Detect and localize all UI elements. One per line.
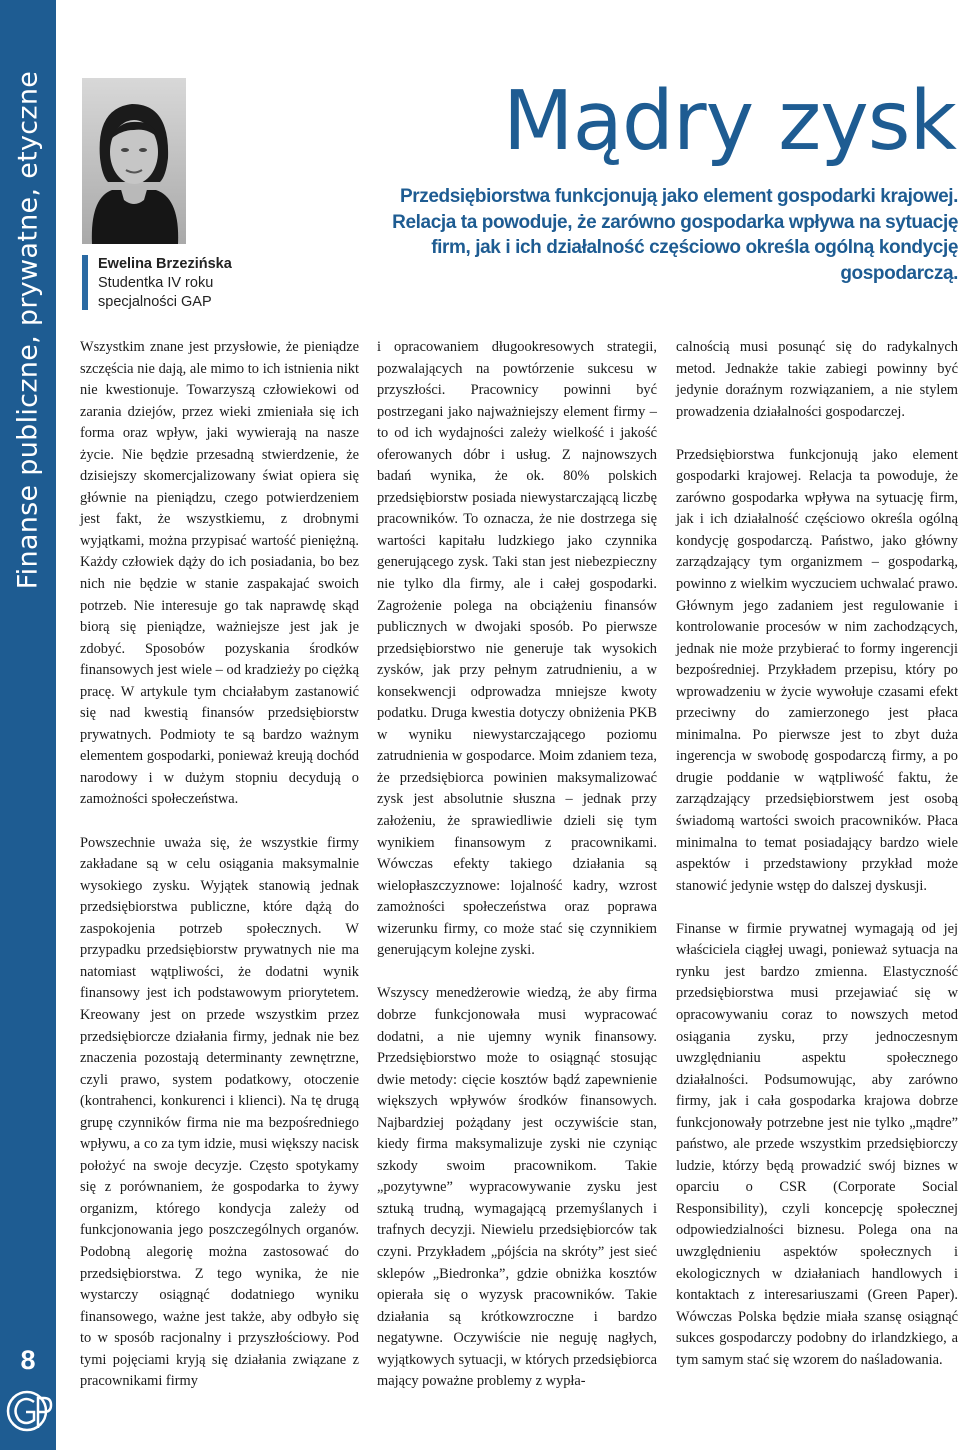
author-info — [98, 255, 232, 312]
paragraph: i opracowaniem długookresowych strategii, pozwalających na powtórzenie sukcesu w przyszłości. Pracownicy powinni być postrzegani jako najważniejszy element firmy – to od ich wydajności zależy wielkość i jakość oferowanych dóbr i usług. Z najnowszych badań wynika, że ok. 80% polskich przedsiębiorstw posiada niewystarczającą liczbę pracowników. To oznacza, że nie dostrzega się wartości kapitału ludzkiego jako czynnika generującego zysk. Taki stan jest niebezpieczny nie tylko dla firmy, ale i całej gospodarki. Zagrożenie polega na obciążeniu finansów publicznych w dwojaki sposób. Po pierwsze przedsiębiorstwo nie generuje tak wysokich zysków, jak przy pełnym zatrudnieniu, a w konsekwencji odprowadza mniejsze kwoty podatku. Druga kwestia dotyczy obniżenia PKB w wyniku niewystarczającego poziomu zatrudnienia w gospodarce. Moim zdaniem teza, że przedsiębiorca powinien maksymalizować zysk jest absolutnie słuszna – jednak przy założeniu, że sprawiedliwie dzieli się tym wynikiem finansowym z pracownikami. Wówczas efekty takiego działania są wielopłaszczyznowe: lojalność kadry, wzrost zamożności społeczeństwa oraz poprawa wizerunku firmy, co może stać się czynnikiem generującym kolejne zyski. — [377, 339, 657, 959]
sidebar — [0, 0, 56, 1450]
gap-logo-icon — [4, 1388, 54, 1434]
author-name: Ewelina Brzezińska — [98, 256, 232, 272]
article-lead: Przedsiębiorstwa funkcjonują jako element gospodarki krajowej. Relacja ta powoduje, że zarówno gospodarka wpływa na sytuację firm, jak i ich działalność częściowo określa ogólną kondycję gospodarczą. — [392, 186, 958, 284]
paragraph: calnością musi posunąć się do radykalnych metod. Jednakże takie zabiegi powinny być jedynie doraźnym rozwiązaniem, a nie stylem prowadzenia działalności gospodarczej. — [676, 339, 958, 420]
author-role: Studentka IV roku — [98, 275, 214, 291]
author-photo — [82, 78, 186, 244]
text-column-1 — [80, 337, 359, 1393]
paragraph: Powszechnie uważa się, że wszystkie firmy zakładane są w celu osiągania maksymalnie wysokiego zysku. Wyjątek stanowią jednak przedsiębiorstwa publiczne, które dążą do zaspokojenia potrzeb społecznych. W przypadku przedsiębiorstw prywatnych nie ma natomiast wątpliwości, że dodatni wynik finansowy jest ich podstawowym priorytetem. Kreowany jest on przede wszystkim przez przedsiębiorcze działania firmy, jednak nie bez znaczenia pozostają determinanty zewnętrzne, czyli prawo, system podatkowy, otoczenie (kontrahenci, konkurenci i klienci). Na tę drugą grupę czynników firma nie ma bezpośredniego wpływu, a co za tym idzie, musi większy nacisk położyć na swoje decyzje. Często spotykamy się z porównaniem, że gospodarka to żywy organizm, którego kondycja zależy od funkcjonowania jego poszczególnych organów. Podobną alegorię można zastosować do przedsiębiorstwa. Z tego wynika, że nie wystarczy osiągnąć dodatniego wyniku finansowego, ważne jest także, aby odbyło się to w sposób racjonalny i przyszłościowy. Pod tymi pojęciami kryją się działania związane z pracownikami firmy — [80, 834, 359, 1390]
author-accent-bar — [82, 255, 88, 310]
paragraph: Wszystkim znane jest przysłowie, że pieniądze szczęścia nie dają, ale mimo to ich istnienia nikt nie kwestionuje. Towarzyszą człowiekowi od zarania dziejów, przez wieki zmieniała się ich forma oraz wpływ, jaki wywierają na nasze życie. Nie będzie przesadną stwierdzenie, że dzisiejszy skomercjalizowany świat opiera się głównie na pieniądzu, czego potwierdzeniem jest fakt, że wszystkiemu, z drobnymi wyjątkami, można przypisać wartość pieniężną. Każdy człowiek dąży do ich posiadania, bo bez nich nie będzie w stanie zaspakajać swoich potrzeb. Nie interesuje go tak naprawdę skąd biorą się pieniądze, ważniejsze jest jak je zdobyć. Sposobów pozyskania środków finansowych jest wiele – od kradzieży po ciężką pracę. W artykule tym chciałabym zastanowić się nad kwestią finansów przedsiębiorstw prywatnych. Podmioty te są bardzo ważnym elementem gospodarki, ponieważ kreują dochód narodowy i w dużym stopniu decydują o zamożności społeczeństwa. — [80, 339, 359, 808]
author-specialization: specjalności GAP — [98, 294, 212, 310]
section-title: Finanse publiczne, prywatne, etyczne — [12, 70, 44, 590]
paragraph: Wszyscy menedżerowie wiedzą, że aby firma dobrze funkcjonowała musi wypracować dodatni, a nie ujemny wynik finansowy. Przedsiębiorstwo może to osiągnąć stosując dwie metody: cięcie kosztów bądź zapewnienie większych wpływów środków finansowych. Najbardziej pożądany jest oczywiście stan, kiedy firma maksymalizuje zyski nie czyniąc szkody swoim pracownikom. Takie „pozytywne” wypracowywanie zysku jest sztuką trudną, wymagającą przemyślanych i trafnych decyzji. Niewielu przedsiębiorców tak czyni. Przykładem „pójścia na skróty” jest sieć sklepów „Biedronka”, gdzie obniżka kosztów opierała się o wyzysk pracowników. Takie działania są krótkowzroczne i bardzo negatywne. Oczywiście nie neguję nagłych, wyjątkowych sytuacji, w których przedsiębiorca mający poważne problemy z wypła- — [377, 985, 657, 1390]
page-number: 8 — [20, 1345, 36, 1375]
article-title: Mądry zysk — [502, 74, 956, 169]
paragraph: Przedsiębiorstwa funkcjonują jako element gospodarki krajowej. Relacja ta powoduje, że zarówno gospodarka wpływa na sytuację firm, jak i ich działalność częściowo określa ogólną kondycję gospodarczą. Państwo, jako główny zarządzający tym organizmem – gospodarką, powinno z wielkim wyczuciem uchwalać prawo. Głównym jego zadaniem jest regulowanie i kontrolowanie procesów w nim zachodzących, jednak nie może przybierać to formy ingerencji bezpośredniej. Przykładem przepisu, który po wprowadzeniu w życie wywołuje czasami efekt przeciwny do zamierzonego jest płaca minimalna. Po pierwsze jest to zbyt duża ingerencja w swobodę gospodarczą firmy, a po drugie poddanie w wątpliwość faktu, że zarządzający przedsiębiorstwem jest osobą świadomą wartości swoich pracowników. Płaca minimalna to temat posiadający bardzo wiele aspektów i przedstawiony przykład może stanowić jedynie wstęp do dalszej dyskusji. — [676, 446, 958, 894]
paragraph: Finanse w firmie prywatnej wymagają od jej właściciela ciągłej uwagi, ponieważ sytuacja na rynku jest bardzo zmienna. Elastyczność przedsiębiorstwa musi przejawiać się w opracowywaniu coraz to nowszych metod osiągania zysku, przy jednoczesnym uwzględnianiu aspektu społecznego działalności. Podsumowując, aby zarówno firmy, jak i cała gospodarka krajowa dobrze funkcjonowały potrzebne jest nie tylko „mądre” państwo, ale przede wszystkim przedsiębiorczy ludzie, którzy będą prowadzić swój biznes w oparciu o CSR (Corporate Social Responsibility), czyli koncepcję społecznej odpowiedzialności biznesu. Polega ona na uwzględnieniu aspektów społecznych i ekologicznych w działaniach handlowych i kontaktach z interesariuszami (Green Paper). Wówczas Polska będzie miała szansę osiągnąć sukces gospodarczy podobny do irlandzkiego, a tym samym stać się wzorem do naśladowania. — [676, 920, 958, 1368]
text-column-2 — [377, 337, 657, 1393]
text-column-3 — [676, 337, 958, 1371]
